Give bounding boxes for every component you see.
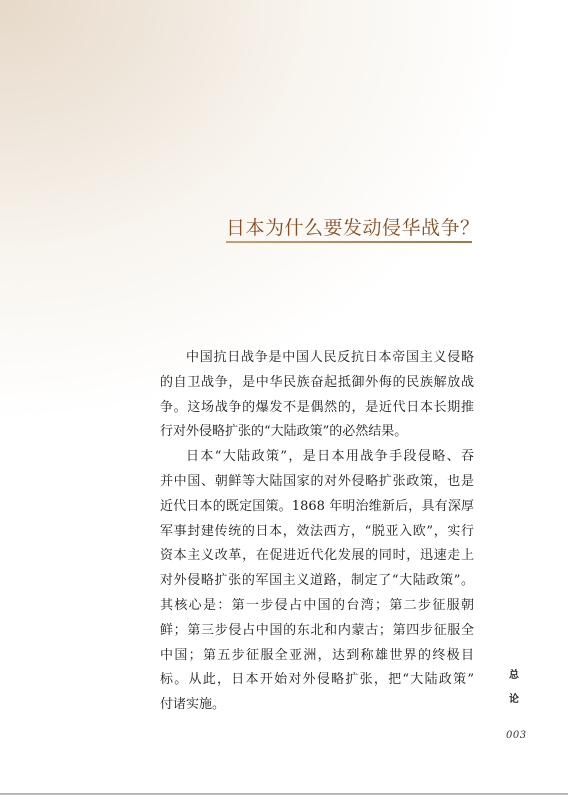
page-number: 003 [506, 730, 527, 741]
text-line: 争。这场战争的爆发不是偶然的，是近代日本长期推 [160, 399, 474, 415]
text-line: 标。从此，日本开始对外侵略扩张，把“大陆政策” [160, 672, 474, 688]
chapter-heading [226, 216, 480, 243]
text-line: 中国抗日战争是中国人民反抗日本帝国主义侵略 [186, 350, 474, 365]
text-line: 付诸实施。 [160, 697, 226, 713]
chapter-title: 日本为什么要发动侵华战争？ [226, 217, 480, 239]
text-line: 并中国、朝鲜等大陆国家的对外侵略扩张政策，也是 [160, 473, 474, 489]
section-label-char: 论 [509, 694, 519, 705]
text-line: 近代日本的既定国策。1868 年明治维新后，具有深厚 [160, 498, 474, 514]
text-line: 行对外侵略扩张的“大陆政策”的必然结果。 [160, 424, 408, 440]
text-line: 的自卫战争，是中华民族奋起抵御外侮的民族解放战 [160, 374, 474, 390]
text-line: 资本主义改革，在促进近代化发展的同时，迅速走上 [160, 548, 474, 564]
paragraph-1 [160, 346, 474, 445]
body-text [160, 346, 474, 718]
text-line: 其核心是：第一步侵占中国的台湾；第二步征服朝 [160, 597, 474, 613]
text-line: 军事封建传统的日本，效法西方，“脱亚入欧”，实行 [160, 523, 474, 539]
text-line: 中国；第五步征服全亚洲，达到称雄世界的终极目 [160, 647, 474, 663]
section-label-char: 总 [509, 670, 519, 681]
paragraph-2 [160, 445, 474, 718]
text-line: 对外侵略扩张的军国主义道路，制定了“大陆政策”。 [160, 573, 474, 589]
title-underline [226, 241, 472, 243]
text-line: 日本“大陆政策”，是日本用战争手段侵略、吞 [186, 449, 474, 465]
text-line: 鲜；第三步侵占中国的东北和内蒙古；第四步征服全 [160, 622, 474, 638]
